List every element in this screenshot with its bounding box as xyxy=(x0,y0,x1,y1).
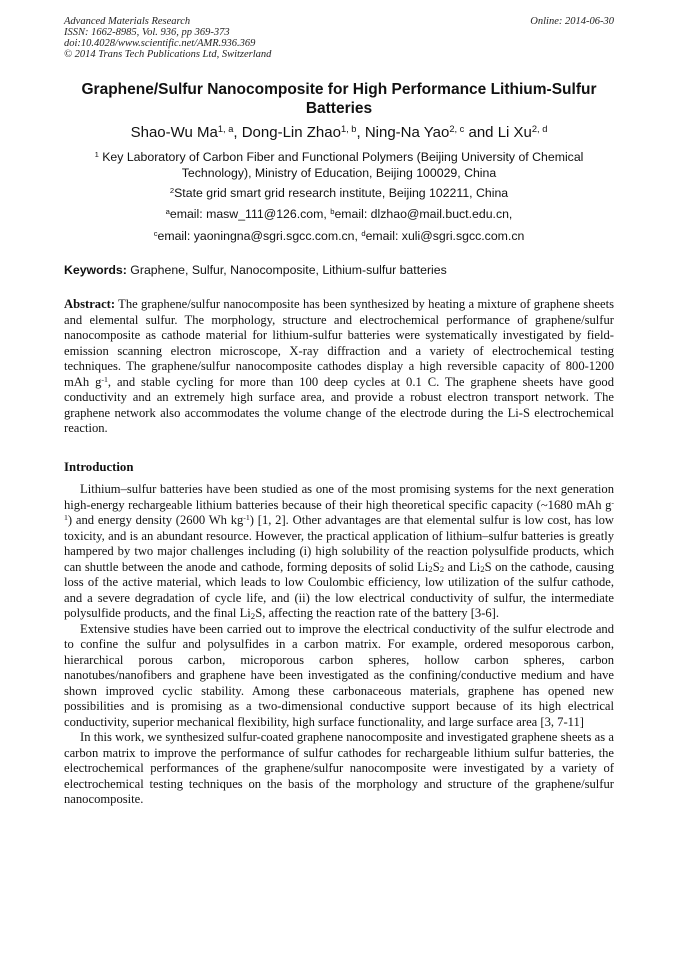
author-sup: 2, d xyxy=(531,124,548,135)
paragraph: Extensive studies have been carried out to improve the electrical conductivity of the sulfur electrode and to confine the sulfur and polysulfides in a carbon matrix. For example, ordered mesoporous carbon, hierarchical porous carbon, microporous carbon spheres, hollow carbon spheres, carbon nanotubes/nanofibers and graphene have been investigated as the confining/conductive medium and have shown improved cyclic stability. Among these carbonaceous materials, graphene has opened new possibilities and is promising as a two-dimensional conductive support because of its high electrical conductivity, superior mechanical flexibility, high surface functionality, and large surface area [3, 7-11] xyxy=(64,621,614,729)
email-a: email: masw_111@126.com, xyxy=(169,207,327,221)
abstract xyxy=(64,297,614,437)
para-text: Lithium–sulfur batteries have been studied as one of the most promising systems for the next generation high-energy rechargeable lithium batteries because of their high theoretical specific capacity (~1680 mAh g xyxy=(64,482,614,512)
email-sup: a xyxy=(165,207,170,217)
author-sup: 1, b xyxy=(340,124,357,135)
keywords-label: Keywords: xyxy=(64,263,127,277)
abstract-text: The graphene/sulfur nanocomposite has been synthesized by heating a mixture of graphene sheets and elemental sulfur. The morphology, structure and electrochemical performance of graphene/sulfur nanocomposite as cathode material for lithium-sulfur batteries were systematically investigated by field-emission scanning electron microscope, X-ray diffraction and a variety of electrochemical testing techniques. The graphene/sulfur nanocomposite cathodes display a high reversible capacity of 800-1200 mAh g xyxy=(64,297,614,389)
author-name: Dong-Lin Zhao xyxy=(241,124,341,141)
para-text: ) and energy density (2600 Wh kg xyxy=(67,513,244,527)
keywords xyxy=(64,262,614,278)
email-c: email: yaoningna@sgri.sgcc.com.cn, xyxy=(157,229,358,243)
section-heading-introduction: Introduction xyxy=(64,460,134,474)
author-name: Li Xu xyxy=(497,124,532,141)
para-sub: 2 xyxy=(480,564,485,575)
author-name: Ning-Na Yao xyxy=(364,124,450,141)
affiliation-sup: 2 xyxy=(169,186,175,196)
paper-title: Graphene/Sulfur Nanocomposite for High Performance Lithium-Sulfur Batteries xyxy=(81,81,597,117)
affiliation-sup: 1 xyxy=(94,150,99,160)
para-sub: 2 xyxy=(250,610,256,621)
para-sub: 2 xyxy=(439,564,445,575)
journal-header xyxy=(64,16,271,60)
author-list: Shao-Wu Ma$^{1, a}$, Dong-Lin Zhao$^{1, b}$, Ning-Na Yao$^{2, c}$ and Li Xu$^{2, d}$ xyxy=(130,124,548,141)
email-sup: d xyxy=(361,229,366,239)
affiliation-2 xyxy=(64,185,614,201)
author-sup: 2, c xyxy=(449,124,465,135)
para-text: and Li xyxy=(444,559,481,574)
copyright: © 2014 Trans Tech Publications Ltd, Switzerland xyxy=(64,49,272,60)
para-sup: -1 xyxy=(243,513,250,523)
author-sup: 1, a xyxy=(217,124,234,135)
email-sup: c xyxy=(153,229,158,239)
para-sup: -1 xyxy=(64,497,614,523)
email-d: email: xuli@sgri.sgcc.com.cn xyxy=(365,229,525,243)
abstract-label: Abstract: xyxy=(64,297,116,311)
journal-name: Advanced Materials Research xyxy=(64,16,191,27)
para-text: S on the cathode, causing loss of the active material, which leads to low Coulombic efficiency, low utilization of the sulfur cathode, and a severe degradation of cycle life, and (ii) the low electrical conductivity of sulfur, the intermediate polysulfide products, and the final Li xyxy=(64,559,614,620)
keywords-text: Graphene, Sulfur, Nanocomposite, Lithium-sulfur batteries xyxy=(130,263,447,277)
paragraph: In this work, we synthesized sulfur-coated graphene nanocomposite and investigated graphene sheets as a carbon matrix to improve the performance of sulfur cathodes for rechargeable lithium sulfur batteries, the electrochemical performances of the graphene/sulfur nanocomposite were investigated by a variety of electrochemical testing techniques on the basis of the morphology and structure of the graphene/sulfur nanocomposite. xyxy=(64,730,614,806)
author-name: Shao-Wu Ma xyxy=(130,124,218,141)
introduction-body xyxy=(64,482,614,808)
issn-volume: ISSN: 1662-8985, Vol. 936, pp 369-373 xyxy=(64,27,230,38)
email-b: email: dlzhao@mail.buct.edu.cn, xyxy=(334,207,513,221)
paragraph xyxy=(64,482,614,622)
affiliation-text: Key Laboratory of Carbon Fiber and Functional Polymers (Beijing University of Chemical Technology), Ministry of Education, Beijing 100029, China xyxy=(102,150,584,180)
abstract-sup: -1 xyxy=(101,374,108,384)
para-sub: 2 xyxy=(428,564,433,575)
abstract-text: , and stable cycling for more than 100 deep cycles at 0.1 C. The graphene sheets have good conductivity and an extremely high surface area, and provide a robust electron transport network. The graphene network also accommodates the volume change of the electrode during the Li-S electrochemical reaction. xyxy=(64,374,614,435)
email-sup: b xyxy=(330,207,335,217)
para-text: S xyxy=(432,559,440,574)
doi: doi:10.4028/www.scientific.net/AMR.936.369 xyxy=(64,38,256,49)
para-text: ) [1, 2]. Other advantages are that elemental sulfur is low cost, has low toxicity, and is an abundant resource. However, the practical application of lithium–sulfur batteries is greatly hampered by two major challenges including (i) high solubility of the reaction polysulfide products, which can shuttle between the anode and cathode, forming deposits of solid Li xyxy=(64,513,614,574)
email-line-1 xyxy=(64,206,614,222)
affiliation-text: State grid smart grid research institute, Beijing 102211, China xyxy=(174,186,509,200)
para-text: S, affecting the reaction rate of the battery [3-6]. xyxy=(255,606,500,620)
online-date: Online: 2014-06-30 xyxy=(530,16,614,27)
affiliation-1 xyxy=(64,149,614,181)
email-line-2 xyxy=(64,228,614,244)
